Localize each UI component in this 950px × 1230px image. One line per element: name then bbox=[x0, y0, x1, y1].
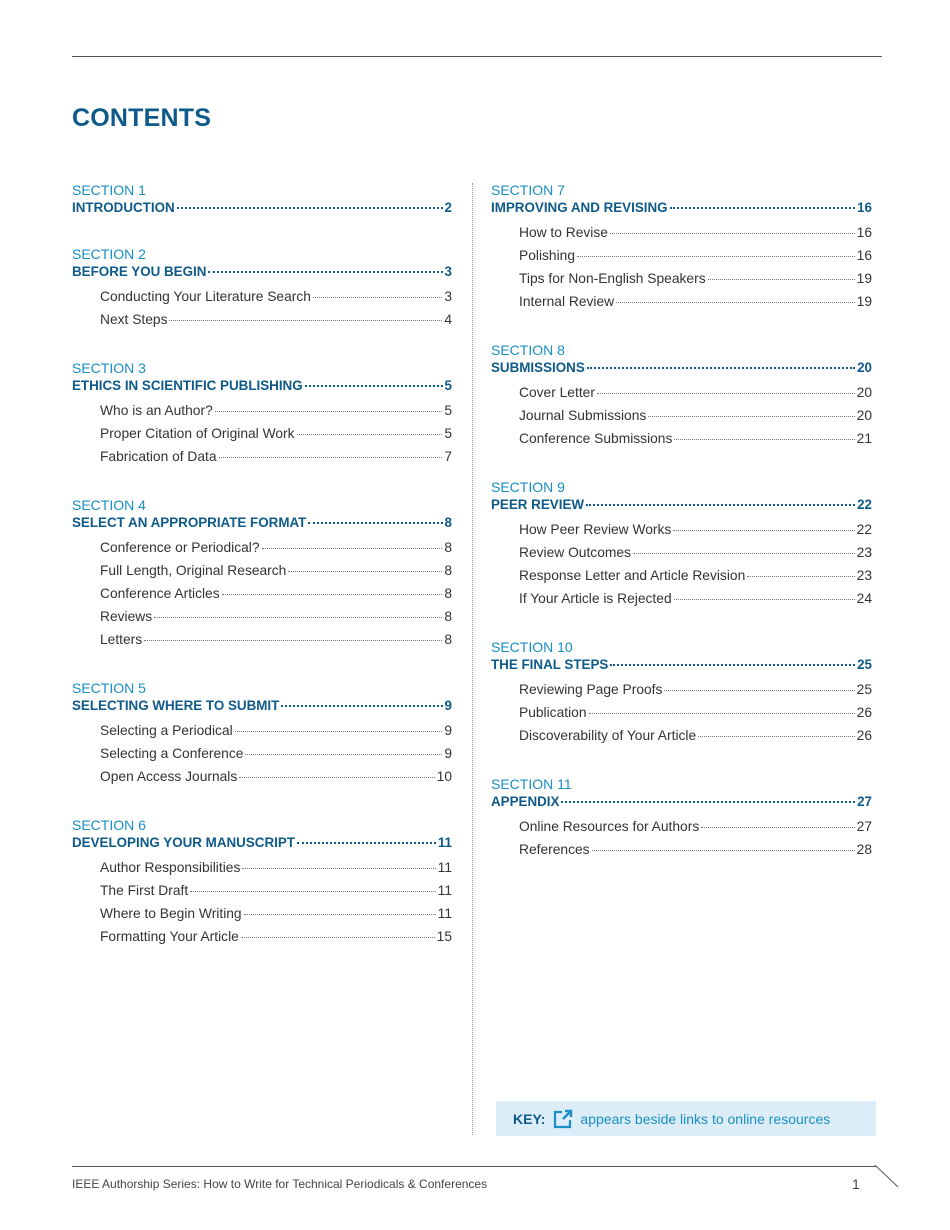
entry-page: 9 bbox=[444, 723, 452, 738]
toc-entry[interactable] bbox=[72, 536, 452, 559]
entry-page: 19 bbox=[856, 294, 872, 309]
dot-leader bbox=[313, 291, 442, 298]
dot-leader bbox=[169, 314, 442, 321]
toc-entry[interactable] bbox=[491, 290, 872, 313]
toc-section bbox=[491, 638, 872, 747]
entry-page: 28 bbox=[856, 842, 872, 857]
entry-page: 16 bbox=[856, 248, 872, 263]
entry-title: Selecting a Periodical bbox=[100, 723, 233, 738]
dot-leader bbox=[154, 611, 442, 618]
column-divider bbox=[472, 183, 473, 1135]
entry-page: 26 bbox=[856, 728, 872, 743]
dot-leader bbox=[616, 296, 855, 303]
toc-entry[interactable] bbox=[491, 701, 872, 724]
entry-page: 11 bbox=[437, 906, 452, 921]
entry-title: How Peer Review Works bbox=[519, 522, 672, 537]
entry-page: 27 bbox=[856, 819, 872, 834]
section-title-link[interactable] bbox=[72, 199, 452, 217]
toc-entry[interactable] bbox=[72, 559, 452, 582]
dot-leader bbox=[561, 795, 855, 803]
dot-leader bbox=[190, 885, 436, 892]
dot-leader bbox=[670, 201, 856, 209]
section-title-link[interactable] bbox=[491, 496, 872, 514]
toc-entry[interactable] bbox=[491, 404, 872, 427]
entry-page: 21 bbox=[856, 431, 872, 446]
entry-title: Conducting Your Literature Search bbox=[100, 289, 311, 304]
dot-leader bbox=[648, 410, 854, 417]
toc-entry[interactable] bbox=[491, 221, 872, 244]
section-label: SECTION 9 bbox=[491, 479, 565, 495]
entry-title: Tips for Non-English Speakers bbox=[519, 271, 706, 286]
entry-title: How to Revise bbox=[519, 225, 608, 240]
toc-entry[interactable] bbox=[72, 285, 452, 308]
section-title-link[interactable] bbox=[72, 697, 452, 715]
entry-title: Next Steps bbox=[100, 312, 168, 327]
toc-entry[interactable] bbox=[491, 724, 872, 747]
dot-leader bbox=[589, 707, 855, 714]
toc-section bbox=[491, 341, 872, 450]
entry-page: 20 bbox=[856, 408, 872, 423]
toc-entry[interactable] bbox=[72, 856, 452, 879]
section-label: SECTION 3 bbox=[72, 360, 146, 376]
footer-text: IEEE Authorship Series: How to Write for Technical Periodicals & Conferences bbox=[72, 1177, 488, 1191]
page-corner-decoration bbox=[874, 1165, 900, 1189]
dot-leader bbox=[219, 451, 443, 458]
dot-leader bbox=[610, 227, 855, 234]
entry-page: 23 bbox=[856, 568, 872, 583]
dot-leader bbox=[208, 265, 442, 273]
entry-page: 15 bbox=[436, 929, 452, 944]
dot-leader bbox=[239, 771, 434, 778]
toc-entry[interactable] bbox=[491, 541, 872, 564]
dot-leader bbox=[592, 844, 855, 851]
key-text: appears beside links to online resources bbox=[580, 1110, 831, 1127]
entry-title: If Your Article is Rejected bbox=[519, 591, 672, 606]
dot-leader bbox=[288, 565, 442, 572]
entry-title: Who is an Author? bbox=[100, 403, 213, 418]
dot-leader bbox=[281, 699, 442, 707]
entry-page: 5 bbox=[444, 403, 452, 418]
dot-leader bbox=[708, 273, 855, 280]
entry-page: 22 bbox=[856, 522, 872, 537]
toc-entry[interactable] bbox=[72, 445, 452, 468]
section-label: SECTION 6 bbox=[72, 817, 146, 833]
toc-section bbox=[72, 245, 452, 331]
section-page: 5 bbox=[444, 378, 452, 393]
entry-title: Formatting Your Article bbox=[100, 929, 239, 944]
section-title-link[interactable] bbox=[72, 377, 452, 395]
toc-entry[interactable] bbox=[491, 838, 872, 861]
entry-title: Journal Submissions bbox=[519, 408, 647, 423]
toc-entry[interactable] bbox=[491, 564, 872, 587]
toc-section bbox=[72, 359, 452, 468]
toc-entry[interactable] bbox=[72, 308, 452, 331]
entry-title: Reviewing Page Proofs bbox=[519, 682, 663, 697]
dot-leader bbox=[262, 542, 443, 549]
dot-leader bbox=[587, 361, 855, 369]
toc-entry[interactable] bbox=[72, 399, 452, 422]
toc-entry[interactable] bbox=[491, 518, 872, 541]
dot-leader bbox=[144, 634, 442, 641]
section-page: 27 bbox=[857, 794, 872, 809]
entry-title: Polishing bbox=[519, 248, 575, 263]
toc-entry[interactable] bbox=[491, 244, 872, 267]
section-page: 20 bbox=[857, 360, 872, 375]
dot-leader bbox=[597, 387, 855, 394]
page-title: CONTENTS bbox=[72, 104, 212, 132]
toc-entry[interactable] bbox=[491, 815, 872, 838]
entry-page: 8 bbox=[444, 632, 452, 647]
toc-section bbox=[72, 816, 452, 948]
toc-entry[interactable] bbox=[72, 719, 452, 742]
section-title: INTRODUCTION bbox=[72, 200, 175, 215]
entry-page: 23 bbox=[856, 545, 872, 560]
section-title: BEFORE YOU BEGIN bbox=[72, 264, 207, 279]
dot-leader bbox=[244, 908, 436, 915]
entry-page: 26 bbox=[856, 705, 872, 720]
dot-leader bbox=[674, 593, 855, 600]
section-page: 3 bbox=[444, 264, 452, 279]
dot-leader bbox=[747, 570, 854, 577]
section-page: 11 bbox=[437, 835, 452, 850]
entry-title: Selecting a Conference bbox=[100, 746, 244, 761]
key-box bbox=[496, 1101, 876, 1136]
toc-entry[interactable] bbox=[72, 422, 452, 445]
dot-leader bbox=[222, 588, 443, 595]
dot-leader bbox=[610, 658, 855, 666]
entry-title: Discoverability of Your Article bbox=[519, 728, 697, 743]
entry-page: 19 bbox=[856, 271, 872, 286]
toc-entry[interactable] bbox=[72, 765, 452, 788]
toc-entry[interactable] bbox=[491, 427, 872, 450]
section-title-link[interactable] bbox=[491, 656, 872, 674]
section-title-link[interactable] bbox=[72, 263, 452, 281]
section-title: IMPROVING AND REVISING bbox=[491, 200, 668, 215]
entry-page: 8 bbox=[444, 586, 452, 601]
toc-entry[interactable] bbox=[72, 879, 452, 902]
section-title-link[interactable] bbox=[491, 199, 872, 217]
section-label: SECTION 11 bbox=[491, 776, 572, 792]
entry-title: Online Resources for Authors bbox=[519, 819, 700, 834]
toc-section bbox=[72, 679, 452, 788]
section-title-link[interactable] bbox=[491, 359, 872, 377]
section-title: SELECTING WHERE TO SUBMIT bbox=[72, 698, 280, 713]
entry-title: Fabrication of Data bbox=[100, 449, 217, 464]
section-title: THE FINAL STEPS bbox=[491, 657, 609, 672]
entry-title: Conference Submissions bbox=[519, 431, 673, 446]
section-title-link[interactable] bbox=[72, 514, 452, 532]
dot-leader bbox=[664, 684, 854, 691]
dot-leader bbox=[297, 836, 436, 844]
entry-title: Publication bbox=[519, 705, 587, 720]
dot-leader bbox=[177, 201, 443, 209]
entry-page: 20 bbox=[856, 385, 872, 400]
entry-title: Reviews bbox=[100, 609, 153, 624]
section-page: 9 bbox=[444, 698, 452, 713]
dot-leader bbox=[305, 379, 443, 387]
section-page: 8 bbox=[444, 515, 452, 530]
top-rule bbox=[72, 56, 882, 57]
dot-leader bbox=[674, 433, 854, 440]
dot-leader bbox=[242, 862, 435, 869]
toc-entry[interactable] bbox=[72, 605, 452, 628]
section-page: 22 bbox=[857, 497, 872, 512]
toc-entry[interactable] bbox=[72, 628, 452, 651]
toc-section bbox=[491, 775, 872, 861]
entry-title: Letters bbox=[100, 632, 143, 647]
dot-leader bbox=[235, 725, 443, 732]
toc-entry[interactable] bbox=[72, 902, 452, 925]
entry-page: 5 bbox=[444, 426, 452, 441]
dot-leader bbox=[245, 748, 442, 755]
entry-page: 9 bbox=[444, 746, 452, 761]
entry-page: 25 bbox=[856, 682, 872, 697]
section-label: SECTION 8 bbox=[491, 342, 565, 358]
toc-section bbox=[72, 496, 452, 651]
section-label: SECTION 5 bbox=[72, 680, 146, 696]
dot-leader bbox=[673, 524, 854, 531]
section-title: SUBMISSIONS bbox=[491, 360, 585, 375]
section-label: SECTION 7 bbox=[491, 182, 565, 198]
bottom-rule bbox=[72, 1166, 876, 1167]
toc-section bbox=[491, 181, 872, 313]
toc-entry[interactable] bbox=[491, 381, 872, 404]
entry-title: Review Outcomes bbox=[519, 545, 631, 560]
section-title-link[interactable] bbox=[491, 793, 872, 811]
section-page: 2 bbox=[444, 200, 452, 215]
entry-page: 8 bbox=[444, 540, 452, 555]
section-label: SECTION 10 bbox=[491, 639, 573, 655]
entry-title: Full Length, Original Research bbox=[100, 563, 287, 578]
toc-section bbox=[491, 478, 872, 610]
dot-leader bbox=[215, 405, 443, 412]
entry-page: 4 bbox=[444, 312, 452, 327]
entry-title: The First Draft bbox=[100, 883, 189, 898]
entry-title: Response Letter and Article Revision bbox=[519, 568, 746, 583]
section-title: PEER REVIEW bbox=[491, 497, 585, 512]
section-title: DEVELOPING YOUR MANUSCRIPT bbox=[72, 835, 295, 850]
section-title: APPENDIX bbox=[491, 794, 560, 809]
external-link-icon bbox=[553, 1109, 573, 1129]
dot-leader bbox=[308, 516, 442, 524]
entry-page: 16 bbox=[856, 225, 872, 240]
entry-page: 8 bbox=[444, 609, 452, 624]
toc-entry[interactable] bbox=[72, 582, 452, 605]
page-number: 1 bbox=[852, 1176, 860, 1192]
entry-page: 7 bbox=[444, 449, 452, 464]
dot-leader bbox=[698, 730, 854, 737]
toc-entry[interactable] bbox=[72, 742, 452, 765]
toc-entry[interactable] bbox=[491, 587, 872, 610]
dot-leader bbox=[297, 428, 443, 435]
key-label: KEY: bbox=[513, 1110, 546, 1127]
dot-leader bbox=[586, 498, 855, 506]
section-title: ETHICS IN SCIENTIFIC PUBLISHING bbox=[72, 378, 303, 393]
section-title-link[interactable] bbox=[72, 834, 452, 852]
section-label: SECTION 4 bbox=[72, 497, 146, 513]
toc-entry[interactable] bbox=[491, 267, 872, 290]
entry-title: Author Responsibilities bbox=[100, 860, 241, 875]
toc-right-column bbox=[491, 181, 872, 889]
toc-entry[interactable] bbox=[72, 925, 452, 948]
section-page: 25 bbox=[857, 657, 872, 672]
entry-page: 8 bbox=[444, 563, 452, 578]
toc-left-column bbox=[72, 181, 452, 976]
entry-title: Internal Review bbox=[519, 294, 615, 309]
dot-leader bbox=[241, 931, 435, 938]
entry-title: Proper Citation of Original Work bbox=[100, 426, 295, 441]
entry-page: 24 bbox=[856, 591, 872, 606]
section-label: SECTION 2 bbox=[72, 246, 146, 262]
entry-title: Open Access Journals bbox=[100, 769, 238, 784]
dot-leader bbox=[633, 547, 855, 554]
toc-section bbox=[72, 181, 452, 217]
dot-leader bbox=[701, 821, 854, 828]
section-title: SELECT AN APPROPRIATE FORMAT bbox=[72, 515, 307, 530]
entry-page: 3 bbox=[444, 289, 452, 304]
entry-title: References bbox=[519, 842, 590, 857]
entry-page: 11 bbox=[437, 860, 452, 875]
entry-page: 10 bbox=[436, 769, 452, 784]
toc-entry[interactable] bbox=[491, 678, 872, 701]
entry-title: Conference Articles bbox=[100, 586, 220, 601]
entry-title: Conference or Periodical? bbox=[100, 540, 260, 555]
entry-title: Cover Letter bbox=[519, 385, 595, 400]
section-label: SECTION 1 bbox=[72, 182, 146, 198]
section-page: 16 bbox=[857, 200, 872, 215]
dot-leader bbox=[577, 250, 855, 257]
entry-title: Where to Begin Writing bbox=[100, 906, 242, 921]
entry-page: 11 bbox=[437, 883, 452, 898]
